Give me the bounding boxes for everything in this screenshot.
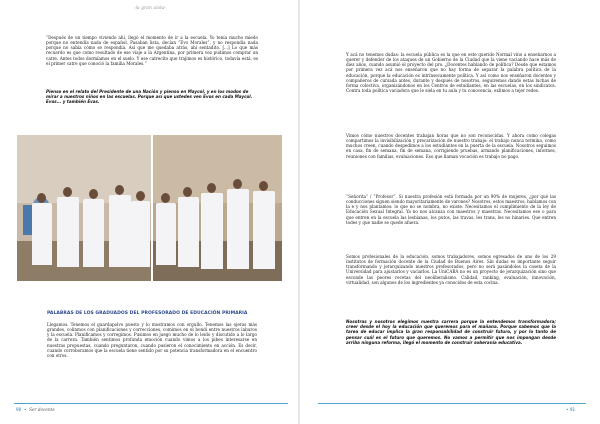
closing-paragraph: Nosotras y nosotros elegimos nuestra carrera porque la entendemos transformadora; creer desde el hoy la educación que queremos para el mañana. Porque sabemos que la tarea de educar implica la gran responsabilidad de construir futuro, y por lo tanto de pensar cuál es el futuro que queremos. No vamos a permitir que nos impongan desde arriba ninguna reforma, llegó el momento de construir soberanía educativa. [346, 319, 556, 345]
right-paragraph-1: Y acá no tenemos dudas: la escuela pública es la que en este querido Normal vino a enseñarnos a querer y defender de los ataques de un Gobierno de la Ciudad que la viene vaciando hace más de diez años, cuando asumió el proyecto del pro. ¿Docentes hablando de política? Desde que estamos por primera vez acá nos enseñaron que no hay forma de separar la palabra política de la educación, porque la educación es intrínsecamente política. Y así como nos enseñaron docentes y compañeros de cursada antes, durante y después de nosotros, seguiremos dando estas luchas de forma colectiva, organizándonos en los Centros de estudiantes, en las escuelas, en los sindicatos. Contra toda política vaciadora que le siela en tu aula y tu conocencia, exlimos a tejer redes. [346, 52, 556, 94]
evo-quote-text: “Después de un tiempo viviendo ahí, llegó el momento de ir a la escuela. Yo tenía mucho miedo porque no entendía nada de español. Pasaban lista, decían “Evo Morales”, y no respondía nada porque no sabía cómo se respondía. Así que me quedaba atrás, ahí sentadito. [...] Lo que más recuerdo es que como resultado de ese viaje a la Argentina, por primera vez pudimos comprar un catre. Antes todos dormíamos en el suelo. Y ese catrecito que trajimos es histórico, todavía está, es el primer catre que conoció la familia Morales.” [46, 35, 258, 66]
right-paragraph-3: “Señorita” / “Profesor”. Si nuestra profesión está formada por un 90% de mujeres, ¿por qué las conducciones siguen siendo mayoritariamente de varones? Nosotros, estos maestros, hablamos con la e y nos plantamos: lo que no se nombra, no existe. Necesitamos el cumplimiento de la ley de Educación Sexual Integral. Ya no nos alcanza con maestros y maestras. Necesitamos ese o para que entren en la escuela las lesbianas, los putos, las travas, les trans, les no binaries. Que entren todes y que nadie se quede afuera. [346, 194, 557, 225]
footer-rule-right [318, 403, 586, 404]
folio-right: • 91 [566, 407, 576, 412]
graduates-photo-right [153, 135, 282, 281]
running-head: -la gran aista- [133, 6, 167, 11]
graduates-speech-text: Llegamos. Tenemos el guardapolvo puesto y lo mostramos con orgullo. Tenemos las ojeras más grandes, colinmos con planificaciones y correcciones, comimos en el bondi entre nuestros laburos y la escuela. Planificamos y corregimos. Pusimos en juego mucho de lo leído y discutido a lo largo de la carrera. También sentimos profunda emoción cuando vimos a los pibes interesarse en nuestras propuestas, cuando preguntaron, cuando pusieron el conocimiento en acción. Es decir, cuando corroboramos que la escuela tiene sentido por su potencia transformadora en el encuentro con otros. [47, 322, 257, 358]
graduates-photo-left [17, 135, 151, 281]
evo-quote [46, 35, 258, 70]
page-number-left: 90 [16, 407, 22, 412]
graduates-photos [17, 135, 282, 281]
footer-rule-left [14, 403, 288, 404]
page-number-right: 91 [569, 407, 576, 412]
graduates-speech [47, 322, 257, 362]
folio-left: 90 • Ser docente [16, 407, 55, 412]
right-paragraph-2: Vimos cómo nuestros docentes trabajan horas que no son reconocidas. Y ahora como colegas compartimos la invisibilización y precarización de nuestro trabajo: el trabajo nunca termina, como muchos creen, cuando despedimos a los estudiantes en la puerta de la escuela. Nosotros seguimos en casa, fin de semana, fin de semana, corrigiendo pruebas, armando planificaciones, informes, reuniones con familias, evaluaciones. Eso que llaman vocación es trabajo no pago. [346, 133, 556, 159]
reflection-paragraph: Pienso en el relato del Presidente de una Nación y pienso en Maycol, y en los modos de mirar a nuestros niños en las escuelas. Porque así que ustedes ven Evos en cada Maycol. Evos... y también Evas. [46, 89, 253, 105]
right-paragraph-4: Somos profesionales de la educación, somos trabajadores, somos egresados de uno de los 29 institutos de formación docente de la Ciudad de Buenos Aires. Sin dudas es importante seguir transformando y jerarquizando nuestros profesorados, pero no será pasándoles la caseta de la Universidad para ajustarlos y vaciarlos. La UniCABA no es un proyecto de jerarquización sino que esconde las peores recetas del neoliberalismo. Calidad, ranking, evaluación, innovación, virtualidad, son algunos de los ingredientes ya conocidos de esta cocina. [346, 254, 556, 285]
section-heading: PALABRAS DE LOS GRADUADOS DEL PROFESORADO DE EDUCACIÓN PRIMARIA [47, 311, 248, 316]
folio-title: Ser docente [29, 407, 55, 412]
